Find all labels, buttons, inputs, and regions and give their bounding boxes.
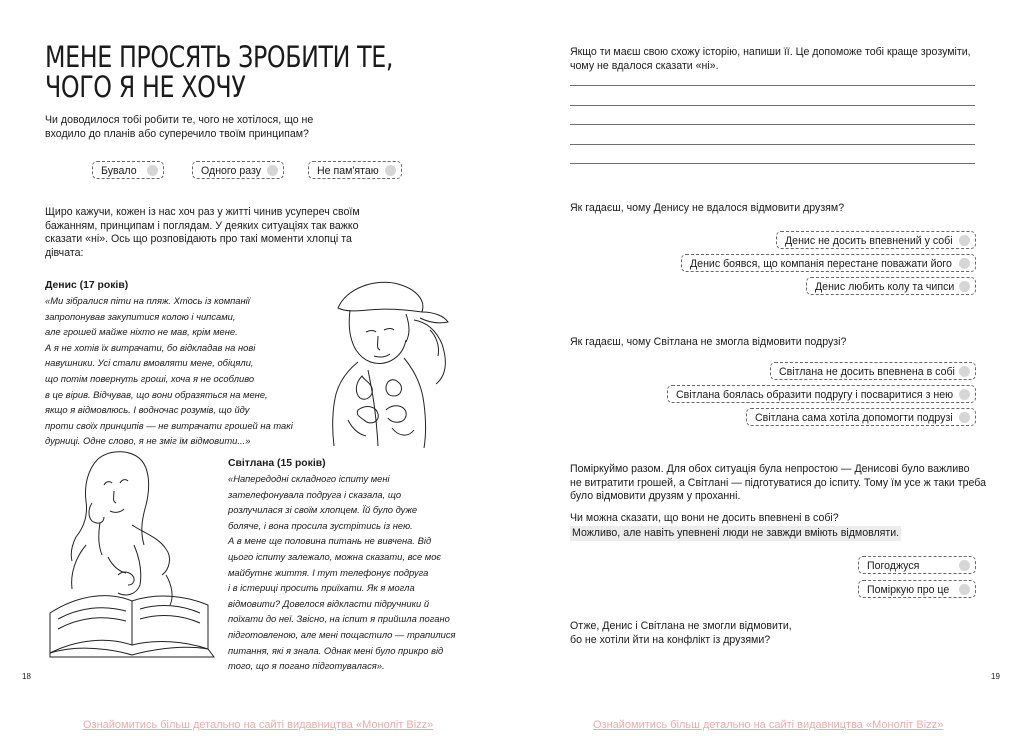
footer-link-right[interactable]: Ознайомитись більш детально на сайті видавництва «Моноліт Bizz» <box>593 719 944 731</box>
question-confidence: Чи можна сказати, що вони не досить впевнені в собі? Можливо, але навіть упевнені люди не завжди вміють відмовляти. <box>570 512 901 541</box>
radio-dot[interactable] <box>959 235 970 246</box>
radio-dot[interactable] <box>959 560 970 571</box>
footer-link-left[interactable]: Ознайомитись більш детально на сайті видавництва «Моноліт Bizz» <box>83 719 434 731</box>
svitlana-name: Світлана (15 років) <box>228 458 326 469</box>
radio-dot[interactable] <box>959 281 970 292</box>
radio-dot[interactable] <box>959 584 970 595</box>
question-denys: Як гадаєш, чому Денису не вдалося відмовити друзям? <box>570 202 845 214</box>
svitlana-option-2[interactable]: Світлана боялась образити подругу і посваритися з нею <box>667 385 976 403</box>
denys-name: Денис (17 років) <box>45 280 129 291</box>
agree-option[interactable]: Погоджуся <box>858 556 976 574</box>
option-odnoho-razu[interactable]: Одного разу <box>192 161 284 179</box>
story-prompt: Якщо ти маєш свою схожу історію, напиши її. Це допоможе тобі краще зрозуміти, чому не вдалося сказати «ні». <box>570 46 971 72</box>
writing-line[interactable] <box>570 163 975 164</box>
conclusion-paragraph: Отже, Денис і Світлана не змогли відмовити, бо не хотіли йти на конфлікт із друзями? <box>570 620 792 646</box>
option-ne-pamiataiu[interactable]: Не пам'ятаю <box>308 161 402 179</box>
writing-line[interactable] <box>570 105 975 106</box>
radio-dot[interactable] <box>959 258 970 269</box>
denys-quote: «Ми зібралися піти на пляж. Хтось із компанії запропонував закупитися колою і чипсами, але грошей майже ніхто не мав, крім мене. А я не хотів їх витрачати, бо відкладав на нові навушники. Усі стали вмовляти мене, обіцяли, що потім повернуть гроші, хоча я не особливо в це вірив. Відчував, що вони образяться на мене, якщо я відмовлюсь. І водночас розумів, що йду проти своїх принципів — не витрачати грошей на такі дурниці. Одне слово, я не зміг їм відмовити...» <box>45 295 293 447</box>
writing-lines[interactable] <box>570 85 975 183</box>
writing-line[interactable] <box>570 124 975 125</box>
writing-line[interactable] <box>570 144 975 145</box>
denys-option-3[interactable]: Денис любить колу та чипси <box>806 277 976 295</box>
denys-option-2[interactable]: Денис боявся, що компанія перестане поважати його <box>681 254 976 272</box>
intro-paragraph: Щиро кажучи, кожен із нас хоч раз у житті чинив усупереч своїм бажанням, принципам і поглядам. У деяких ситуаціях так важко сказати «ні». Ось що розповідають про такі моменти хлопці та дівчата: <box>45 206 360 259</box>
highlighted-answer: Можливо, але навіть упевнені люди не завжди вміють відмовляти. <box>570 526 901 542</box>
page-title: МЕНЕ ПРОСЯТЬ ЗРОБИТИ ТЕ, ЧОГО Я НЕ ХОЧУ <box>45 40 394 104</box>
page-number-right: 19 <box>991 672 1000 681</box>
intro-question: Чи доводилося тобі робити те, чого не хотілося, що не входило до планів або суперечило твоїм принципам? <box>45 114 314 140</box>
radio-dot[interactable] <box>959 412 970 423</box>
radio-dot[interactable] <box>959 366 970 377</box>
option-buvalo[interactable]: Бувало <box>92 161 164 179</box>
page-number-left: 18 <box>22 672 31 681</box>
denys-option-1[interactable]: Денис не досить впевнений у собі <box>776 231 976 249</box>
svitlana-option-3[interactable]: Світлана сама хотіла допомогти подрузі <box>746 408 976 426</box>
svitlana-quote: «Напередодні складного іспиту мені зателефонувала подруга і сказала, що розлучилася зі своїм хлопцем. Їй було дуже боляче, і вона просила зустрітись із нею. А в мене ще половина питань не вивчена. Від цього іспиту залежало, можна сказати, все моє майбутнє життя. І тут телефонує подруга і в істериці просить приїхати. Як я могла відмовити? Довелося відкласти підручники й поїхати до неї. Звісно, на іспит я прийшла погано підготовленою, але мені пощастило — трапилися питання, які я знала. Однак мені було прикро від того, що я погано підготувалася». <box>228 473 456 672</box>
reflection-paragraph: Поміркуймо разом. Для обох ситуація була непростою — Денисові було важливо не витратити грошей, а Світлані — підготуватися до іспиту. Тому їм усе ж таки треба було відмовити друзям у проханні. <box>570 463 986 502</box>
question-svitlana: Як гадаєш, чому Світлана не змогла відмовити подрузі? <box>570 336 847 348</box>
writing-line[interactable] <box>570 85 975 86</box>
radio-dot[interactable] <box>959 389 970 400</box>
svitlana-option-1[interactable]: Світлана не досить впевнена в собі <box>770 362 976 380</box>
think-option[interactable]: Поміркую про це <box>858 580 976 598</box>
